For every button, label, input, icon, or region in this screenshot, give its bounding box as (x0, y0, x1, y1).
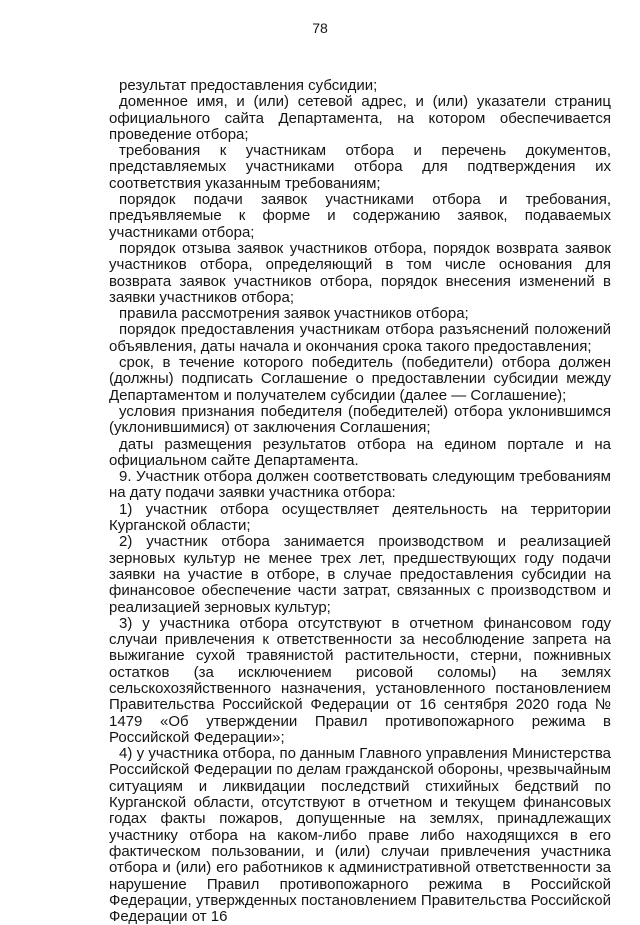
paragraph: срок, в течение которого победитель (победители) отбора должен (должны) подписать Соглашение о предоставлении субсидии между Департаментом и получателем субсидии (далее — Соглашение); (109, 354, 611, 404)
paragraph: требования к участникам отбора и перечень документов, представляемых участниками отбора для подтверждения их соответствия указанным требованиям; (109, 142, 611, 192)
paragraph: результат предоставления субсидии; (119, 77, 378, 94)
paragraph: 4) у участника отбора, по данным Главного управления Министерства Российской Федерации по делам гражданской обороны, чрезвычайным ситуациям и ликвидации последствий стихийных бедствий по Курганской области, отсутствуют в отчетном и текущем финансовых годах факты пожаров, допущенные на землях, принадлежащих участнику отбора на каком-либо праве либо находящихся в его фактическом пользовании, и (или) случаи привлечения участника отбора и (или) его работников к административной ответственности за нарушение Правил противопожарного режима в Российской Федерации, утвержденных постановлением Правительства Российской Федерации от 16 (109, 745, 611, 925)
paragraph: порядок подачи заявок участниками отбора и требования, предъявляемые к форме и содержанию заявок, подаваемых участниками отбора; (109, 191, 611, 241)
document-body (109, 78, 611, 925)
paragraph: правила рассмотрения заявок участников отбора; (119, 305, 469, 323)
paragraph: порядок предоставления участникам отбора разъяснений положений объявления, даты начала и окончания срока такого предоставления; (109, 321, 611, 355)
paragraph: 1) участник отбора осуществляет деятельность на территории Курганской области; (109, 500, 611, 535)
paragraph: даты размещения результатов отбора на едином портале и на официальном сайте Департамента. (109, 435, 611, 469)
paragraph: 3) у участника отбора отсутствуют в отчетном финансовом году случаи привлечения к ответственности за несоблюдение запрета на выжигание сухой травянистой растительности, стерни, пожнивных остатков (за исключением рисовой соломы) на землях сельскохозяйственного назначения, установленного постановлением Правительства Российской Федерации от 16 сентября 2020 года № 1479 «Об утверждении Правил противопожарного режима в Российской Федерации»; (109, 614, 611, 746)
paragraph: 9. Участник отбора должен соответствовать следующим требованиям на дату подачи заявки участника отбора: (109, 468, 611, 502)
page-number: 78 (312, 20, 328, 36)
paragraph: 2) участник отбора занимается производством и реализацией зерновых культур не менее трех лет, предшествующих году подачи заявки на участие в отборе, в случае предоставления субсидии на финансовое обеспечение части затрат, связанных с производством и реализацией зерновых культур; (109, 533, 611, 616)
paragraph: порядок отзыва заявок участников отбора, порядок возврата заявок участников отбора, определяющий в том числе основания для возврата заявок участников отбора, порядок внесения изменений в заявки участников отбора; (109, 239, 611, 306)
paragraph: доменное имя, и (или) сетевой адрес, и (или) указатели страниц официального сайта Департамента, на котором обеспечивается проведение отбора; (109, 93, 611, 143)
paragraph: условия признания победителя (победителей) отбора уклонившимся (уклонившимися) от заключения Соглашения; (109, 402, 611, 437)
